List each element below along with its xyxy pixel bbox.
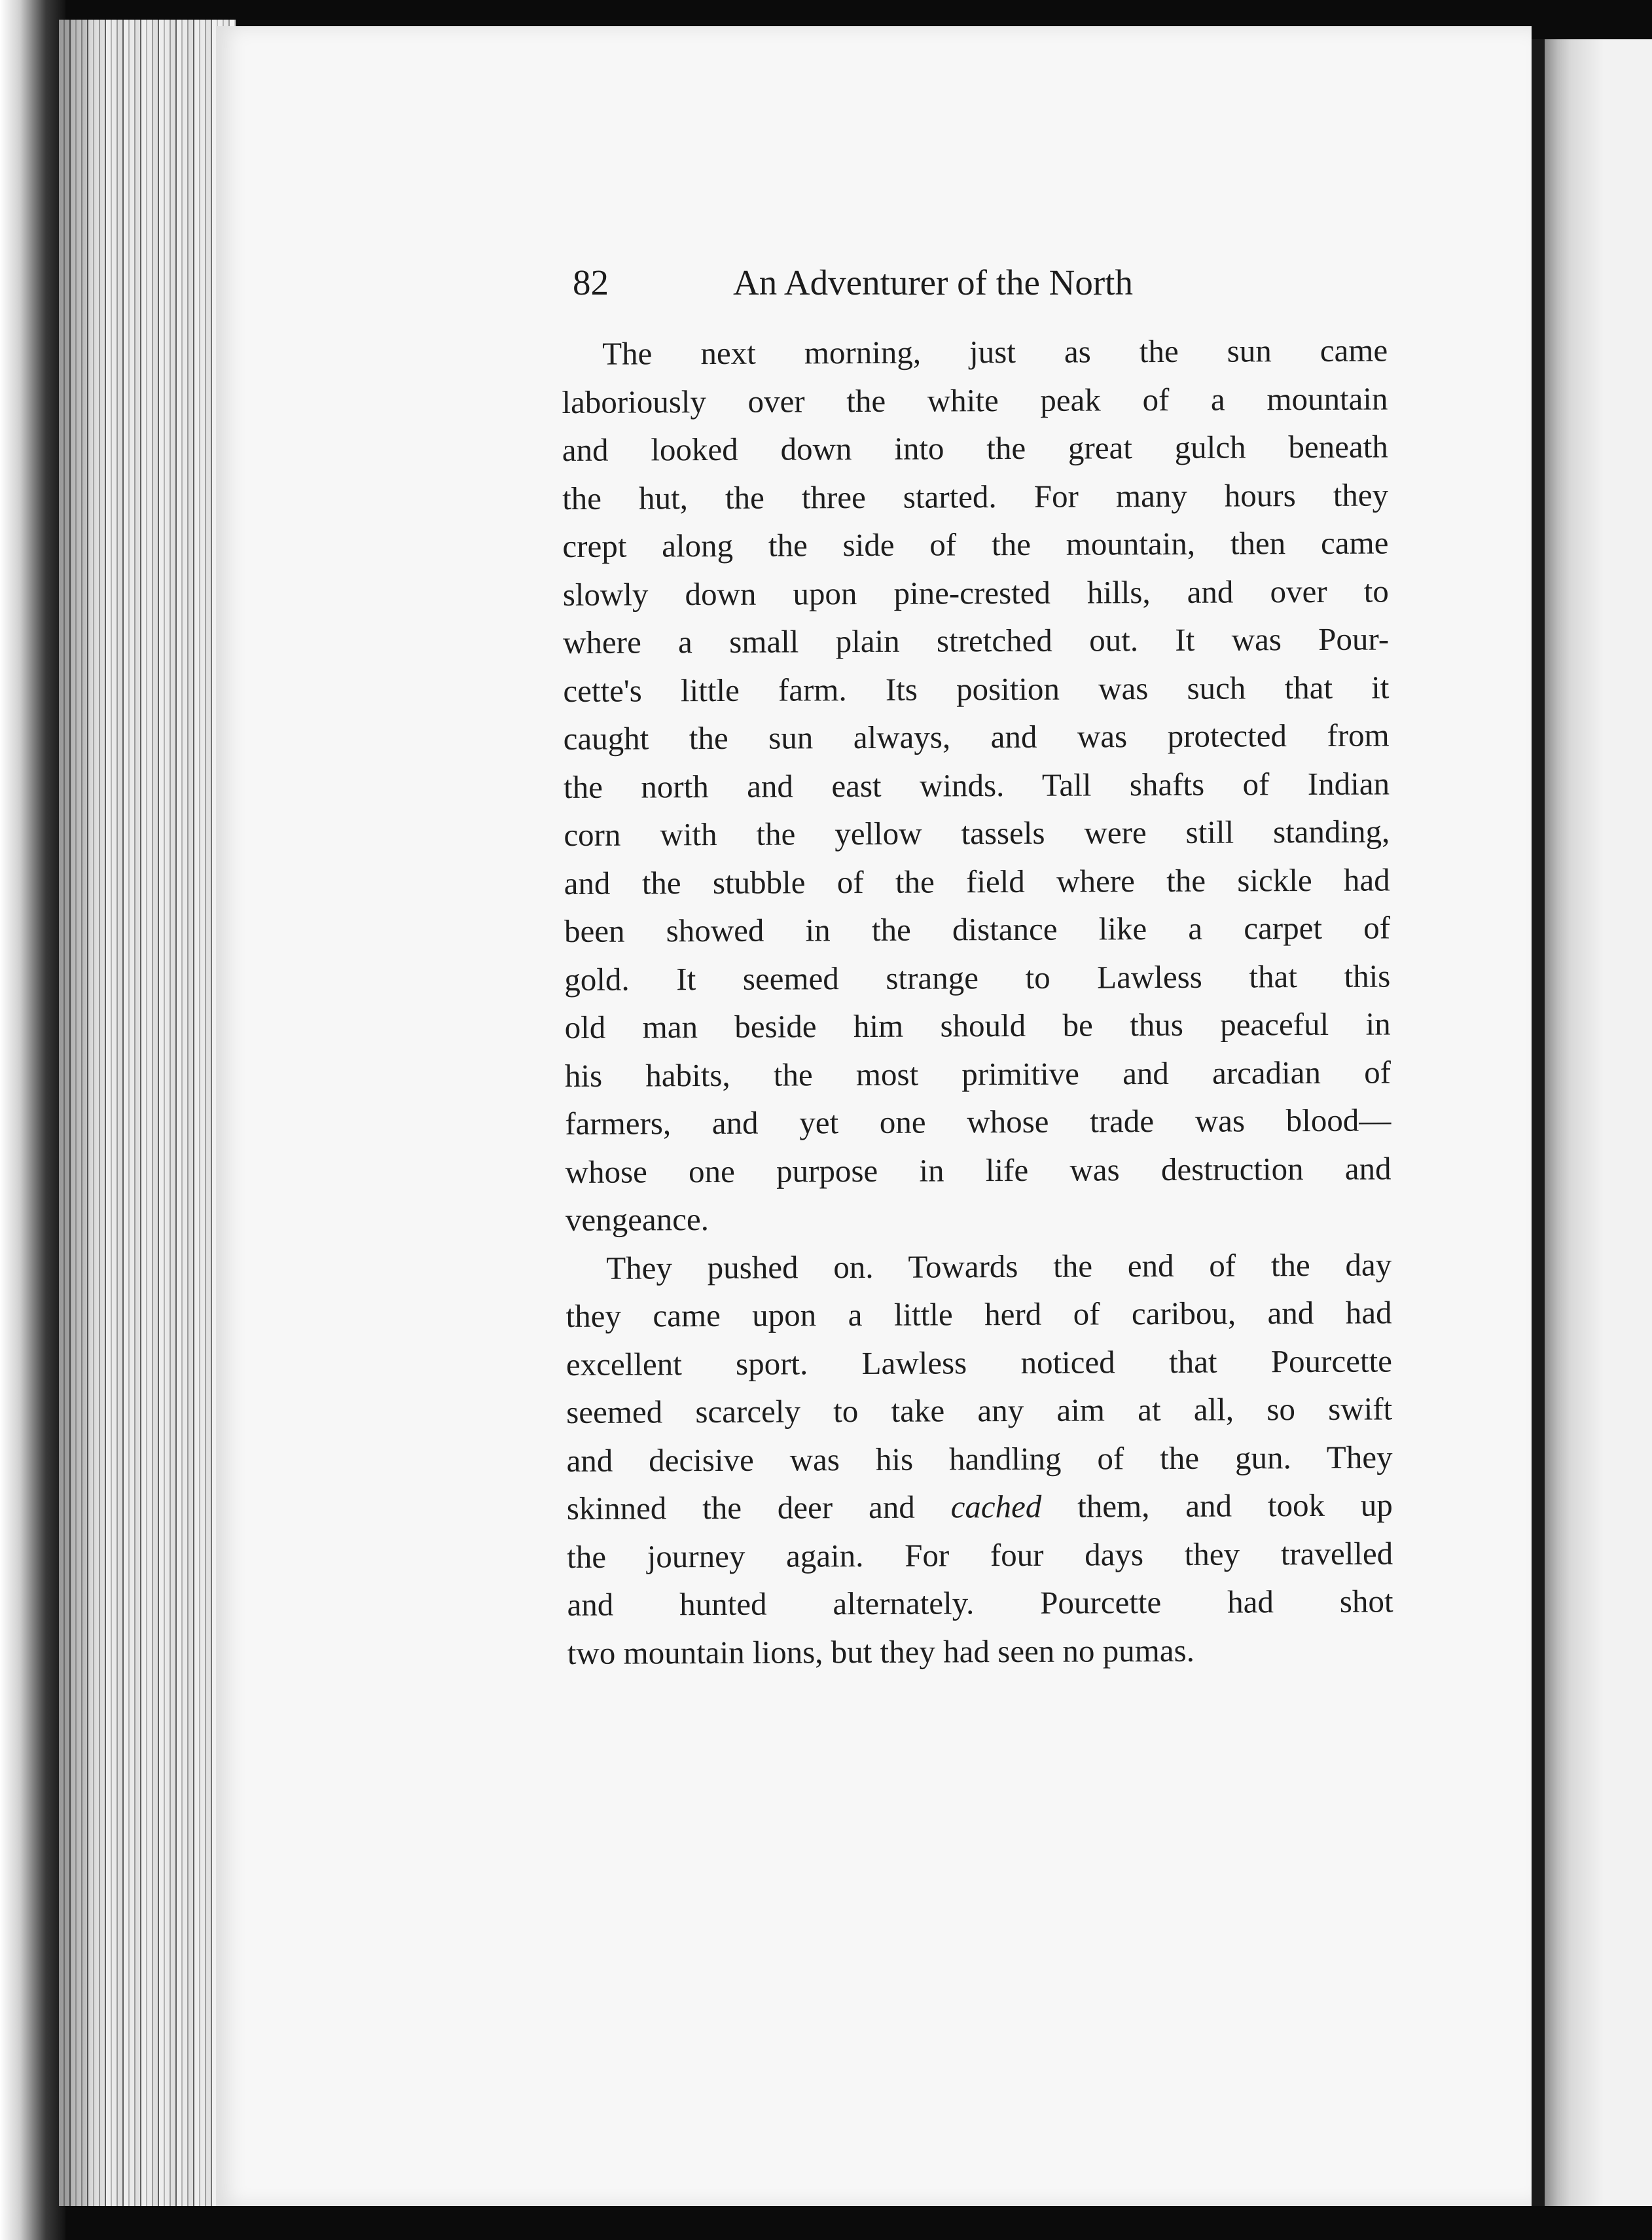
page-number: 82 (573, 262, 609, 302)
text-line: slowly down upon pine-crested hills, and over to (562, 572, 1389, 613)
text-line: his habits, the most primitive and arcadian of (564, 1053, 1392, 1094)
text-line: cette's little farm. Its position was such that it (563, 668, 1390, 709)
stacked-page-edges (59, 20, 236, 2206)
running-header (573, 257, 1240, 309)
text-line: and hunted alternately. Pourcette had shot (567, 1583, 1393, 1623)
text-line: the hut, the three started. For many hours they (562, 476, 1389, 516)
text-line: farmers, and yet one whose trade was blood— (565, 1102, 1392, 1142)
text-line: and looked down into the great gulch beneath (562, 428, 1388, 468)
text-line: laboriously over the white peak of a mountain (562, 380, 1388, 420)
text-line (567, 1481, 1393, 1532)
text-line: two mountain lions, but they had seen no pumas. (567, 1632, 1195, 1671)
text-line: old man beside him should be thus peaceful in (564, 1005, 1391, 1045)
text-line: they came upon a little herd of caribou, and had (566, 1294, 1392, 1334)
text-line: caught the sun always, and was protected from (563, 717, 1390, 757)
running-title: An Adventurer of the North (733, 262, 1133, 302)
text-line: crept along the side of the mountain, then came (562, 524, 1389, 564)
text-line: The next morning, just as the sun came (602, 332, 1388, 372)
body-text (562, 326, 1393, 1676)
facing-page-edge (1532, 39, 1652, 2206)
paragraph (562, 326, 1392, 1244)
text-line: whose one purpose in life was destruction and (565, 1149, 1392, 1190)
text-line: seemed scarcely to take any aim at all, so swift (566, 1390, 1393, 1430)
text-line: and the stubble of the field where the sickle had (564, 861, 1390, 901)
text-line: They pushed on. Towards the end of the day (606, 1246, 1392, 1286)
binding-gutter-shadow (0, 0, 65, 2240)
text-line: the north and east winds. Tall shafts of Indian (563, 765, 1390, 805)
paragraph (566, 1240, 1393, 1677)
text-line: where a small plain stretched out. It was Pour- (562, 621, 1390, 660)
text-line: corn with the yellow tassels were still standing, (564, 813, 1390, 853)
text-line: excellent sport. Lawless noticed that Pourcette (566, 1342, 1393, 1382)
text-line: the journey again. For four days they travelled (567, 1534, 1393, 1575)
text-line: gold. It seemed strange to Lawless that this (564, 957, 1391, 998)
text-run: them, and took up (1041, 1487, 1393, 1525)
text-line: vengeance. (565, 1201, 709, 1238)
text-line: and decisive was his handling of the gun. They (566, 1438, 1393, 1479)
italic-word: cached (950, 1488, 1042, 1525)
text-run: skinned the deer and (566, 1489, 951, 1526)
text-line: been showed in the distance like a carpet of (564, 909, 1391, 949)
